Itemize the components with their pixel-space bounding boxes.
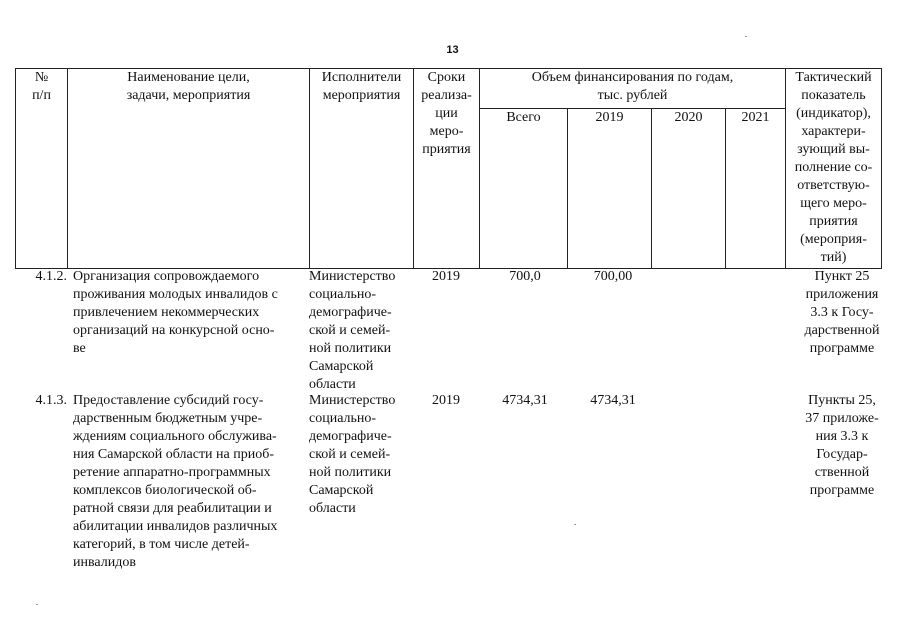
- row-executor: Министерство социально- демографиче- ской и семей- ной политики Самарской области: [309, 269, 396, 392]
- row-number: 4.1.2.: [35, 269, 67, 284]
- row-indicator: Пункты 25, 37 приложе- ния 3.3 к Государ- ственной программе: [805, 393, 879, 498]
- row-name: Организация сопровождаемого проживания молодых инвалидов с привлечением некоммерческих организаций на конкурсной осно- ве: [73, 269, 278, 356]
- header-indicator: Тактический показатель (индикатор), характери- зующий вы- полнение со- ответствую- щего меро- приятия (мероприя- тий): [786, 69, 882, 269]
- row-total: 700,0: [509, 269, 541, 284]
- header-2021: 2021: [726, 109, 786, 269]
- row-indicator: Пункт 25 приложения 3.3 к Госу- дарственной программе: [804, 269, 880, 356]
- page-number: 13: [446, 44, 459, 56]
- scan-speck: [36, 604, 38, 605]
- header-total: Всего: [480, 109, 568, 269]
- header-terms: Сроки реализа- ции меро- приятия: [414, 69, 480, 269]
- row-2019: 700,00: [593, 269, 633, 284]
- row-2019: 4734,31: [590, 393, 636, 408]
- header-executors: Исполнители мероприятия: [310, 69, 414, 269]
- row-name: Предоставление субсидий госу- дарственным бюджетным учре- ждениям социального обслужива- ния Самарской области на приоб- ретение аппаратно-программных комплексов биологической об- ратной связи для реабилитации и абилитации инвалидов различных категорий, в том числе детей- инвалидов: [73, 393, 278, 570]
- header-name: Наименование цели, задачи, мероприятия: [68, 69, 310, 269]
- header-2019: 2019: [568, 109, 652, 269]
- row-number: 4.1.3.: [35, 393, 67, 408]
- row-term: 2019: [432, 393, 460, 408]
- row-executor: Министерство социально- демографиче- ской и семей- ной политики Самарской области: [309, 393, 396, 516]
- row-total: 4734,31: [502, 393, 548, 408]
- table-header: [15, 68, 882, 269]
- scan-speck: [574, 524, 576, 525]
- header-number: № п/п: [16, 69, 68, 269]
- scan-speck: [745, 36, 747, 37]
- header-financing: Объем финансирования по годам, тыс. рублей: [480, 69, 786, 109]
- row-term: 2019: [432, 269, 460, 284]
- header-2020: 2020: [652, 109, 726, 269]
